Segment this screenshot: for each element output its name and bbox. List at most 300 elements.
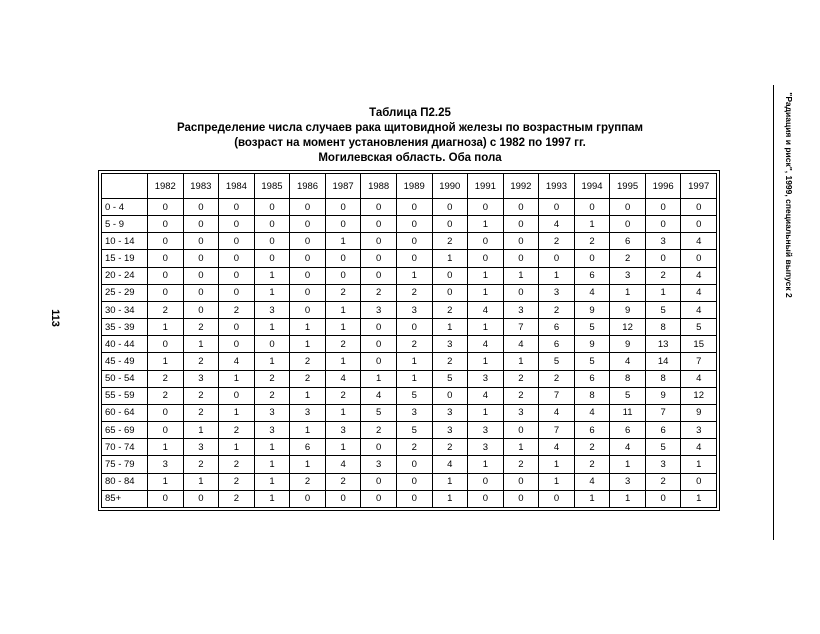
case-count-cell: 0: [468, 233, 504, 250]
case-count-cell: 2: [183, 404, 219, 421]
case-count-cell: 0: [681, 216, 717, 233]
case-count-cell: 5: [361, 404, 397, 421]
case-count-cell: 0: [468, 199, 504, 216]
case-count-cell: 2: [290, 370, 326, 387]
case-count-cell: 1: [396, 267, 432, 284]
case-count-cell: 15: [681, 336, 717, 353]
case-count-cell: 1: [148, 353, 184, 370]
case-count-cell: 4: [681, 301, 717, 318]
case-count-cell: 6: [645, 422, 681, 439]
age-group-cell: 35 - 39: [102, 319, 148, 336]
case-count-cell: 4: [468, 336, 504, 353]
case-count-cell: 2: [183, 456, 219, 473]
case-count-cell: 2: [574, 233, 610, 250]
age-group-cell: 60 - 64: [102, 404, 148, 421]
case-count-cell: 1: [254, 439, 290, 456]
case-count-cell: 1: [681, 490, 717, 507]
case-count-cell: 0: [361, 353, 397, 370]
case-count-cell: 2: [574, 439, 610, 456]
case-count-cell: 7: [503, 319, 539, 336]
case-count-cell: 9: [610, 336, 646, 353]
case-count-cell: 0: [681, 473, 717, 490]
year-header: 1985: [254, 174, 290, 199]
case-count-cell: 2: [183, 319, 219, 336]
case-count-cell: 2: [539, 301, 575, 318]
case-count-cell: 0: [361, 439, 397, 456]
age-group-cell: 85+: [102, 490, 148, 507]
case-count-cell: 8: [645, 370, 681, 387]
case-count-cell: 0: [503, 216, 539, 233]
case-count-cell: 14: [645, 353, 681, 370]
case-count-cell: 6: [574, 370, 610, 387]
header-row: [102, 174, 717, 199]
case-count-cell: 1: [574, 216, 610, 233]
age-group-cell: 75 - 79: [102, 456, 148, 473]
year-header: 1984: [219, 174, 255, 199]
case-count-cell: 0: [254, 199, 290, 216]
case-count-cell: 1: [468, 456, 504, 473]
case-count-cell: 2: [645, 267, 681, 284]
age-group-cell: 20 - 24: [102, 267, 148, 284]
case-count-cell: 12: [681, 387, 717, 404]
case-count-cell: 0: [254, 336, 290, 353]
case-count-cell: 3: [503, 404, 539, 421]
year-header: 1989: [396, 174, 432, 199]
table-row: [102, 490, 717, 507]
case-count-cell: 1: [432, 490, 468, 507]
case-count-cell: 1: [681, 456, 717, 473]
case-count-cell: 0: [503, 250, 539, 267]
case-count-cell: 8: [645, 319, 681, 336]
table-row: [102, 250, 717, 267]
case-count-cell: 0: [432, 199, 468, 216]
case-count-cell: 2: [503, 456, 539, 473]
case-count-cell: 9: [574, 336, 610, 353]
case-count-cell: 3: [183, 370, 219, 387]
case-count-cell: 6: [574, 422, 610, 439]
case-count-cell: 1: [325, 404, 361, 421]
case-count-cell: 0: [148, 267, 184, 284]
table-row: [102, 439, 717, 456]
case-count-cell: 1: [539, 267, 575, 284]
case-count-cell: 1: [148, 319, 184, 336]
case-count-cell: 0: [290, 199, 326, 216]
case-count-cell: 0: [539, 490, 575, 507]
case-count-cell: 0: [219, 284, 255, 301]
case-count-cell: 0: [290, 267, 326, 284]
case-count-cell: 0: [290, 284, 326, 301]
case-count-cell: 4: [468, 387, 504, 404]
case-count-cell: 1: [183, 473, 219, 490]
case-count-cell: 2: [325, 473, 361, 490]
case-count-cell: 3: [468, 370, 504, 387]
age-group-cell: 25 - 29: [102, 284, 148, 301]
case-count-cell: 3: [432, 422, 468, 439]
year-header: 1995: [610, 174, 646, 199]
case-count-cell: 2: [219, 301, 255, 318]
case-count-cell: 0: [183, 216, 219, 233]
case-count-cell: 0: [503, 422, 539, 439]
case-count-cell: 2: [325, 387, 361, 404]
case-count-cell: 3: [468, 422, 504, 439]
case-count-cell: 2: [325, 336, 361, 353]
case-count-cell: 8: [610, 370, 646, 387]
case-count-cell: 3: [325, 422, 361, 439]
case-count-cell: 9: [610, 301, 646, 318]
case-count-cell: 6: [290, 439, 326, 456]
case-count-cell: 6: [574, 267, 610, 284]
case-count-cell: 0: [219, 216, 255, 233]
case-count-cell: 0: [396, 233, 432, 250]
case-count-cell: 0: [325, 267, 361, 284]
data-table-frame: [98, 170, 720, 511]
case-count-cell: 1: [468, 284, 504, 301]
case-count-cell: 5: [396, 422, 432, 439]
age-group-cell: 50 - 54: [102, 370, 148, 387]
case-count-cell: 2: [219, 456, 255, 473]
case-count-cell: 0: [361, 319, 397, 336]
case-count-cell: 4: [361, 387, 397, 404]
case-count-cell: 4: [325, 370, 361, 387]
case-count-cell: 4: [681, 233, 717, 250]
case-count-cell: 0: [645, 490, 681, 507]
case-count-cell: 3: [290, 404, 326, 421]
case-count-cell: 0: [254, 233, 290, 250]
age-group-cell: 45 - 49: [102, 353, 148, 370]
case-count-cell: 1: [468, 404, 504, 421]
case-count-cell: 0: [148, 336, 184, 353]
case-count-cell: 3: [148, 456, 184, 473]
case-count-cell: 12: [610, 319, 646, 336]
case-count-cell: 1: [254, 267, 290, 284]
case-count-cell: 2: [325, 284, 361, 301]
case-count-cell: 0: [681, 199, 717, 216]
table-subtitle: (возраст на момент установления диагноза) с 1982 по 1997 гг.: [234, 137, 586, 149]
case-count-cell: 2: [148, 387, 184, 404]
case-count-cell: 5: [645, 439, 681, 456]
case-count-cell: 1: [254, 490, 290, 507]
case-count-cell: 0: [468, 490, 504, 507]
case-count-cell: 0: [219, 267, 255, 284]
case-count-cell: 7: [645, 404, 681, 421]
case-count-cell: 1: [325, 301, 361, 318]
case-count-cell: 0: [396, 319, 432, 336]
case-count-cell: 0: [396, 490, 432, 507]
case-count-cell: 1: [503, 439, 539, 456]
case-count-cell: 4: [681, 284, 717, 301]
case-count-cell: 1: [325, 439, 361, 456]
case-count-cell: 0: [183, 233, 219, 250]
case-count-cell: 1: [254, 319, 290, 336]
case-count-cell: 4: [610, 353, 646, 370]
case-count-cell: 3: [468, 439, 504, 456]
case-count-cell: 5: [574, 353, 610, 370]
case-count-cell: 1: [503, 267, 539, 284]
case-count-cell: 0: [183, 199, 219, 216]
case-count-cell: 0: [645, 199, 681, 216]
case-count-cell: 0: [396, 456, 432, 473]
case-count-cell: 4: [574, 473, 610, 490]
year-header: 1982: [148, 174, 184, 199]
table-region: Могилевская область. Оба пола: [318, 152, 502, 164]
case-count-cell: 2: [396, 439, 432, 456]
year-header: 1983: [183, 174, 219, 199]
case-count-cell: 2: [432, 353, 468, 370]
case-count-cell: 2: [503, 370, 539, 387]
case-count-cell: 2: [183, 353, 219, 370]
age-group-cell: 55 - 59: [102, 387, 148, 404]
case-count-cell: 1: [610, 284, 646, 301]
case-count-cell: 0: [574, 250, 610, 267]
case-count-cell: 0: [503, 199, 539, 216]
case-count-cell: 4: [681, 370, 717, 387]
case-count-cell: 0: [361, 250, 397, 267]
case-count-cell: 4: [539, 216, 575, 233]
case-count-cell: 4: [681, 439, 717, 456]
case-count-cell: 0: [219, 233, 255, 250]
case-count-cell: 0: [290, 216, 326, 233]
case-count-cell: 0: [254, 250, 290, 267]
case-count-cell: 4: [432, 456, 468, 473]
case-count-cell: 5: [645, 301, 681, 318]
case-count-cell: 0: [432, 387, 468, 404]
case-count-cell: 4: [503, 336, 539, 353]
case-count-cell: 0: [148, 490, 184, 507]
case-count-cell: 3: [645, 456, 681, 473]
case-count-cell: 0: [219, 250, 255, 267]
age-group-cell: 70 - 74: [102, 439, 148, 456]
case-count-cell: 0: [396, 250, 432, 267]
case-count-cell: 4: [610, 439, 646, 456]
case-count-cell: 1: [148, 473, 184, 490]
table-row: [102, 267, 717, 284]
case-count-cell: 3: [432, 404, 468, 421]
table-row: [102, 233, 717, 250]
case-count-cell: 0: [361, 473, 397, 490]
case-count-cell: 4: [539, 439, 575, 456]
case-count-cell: 4: [219, 353, 255, 370]
case-count-cell: 1: [254, 473, 290, 490]
case-count-cell: 0: [432, 267, 468, 284]
table-row: [102, 422, 717, 439]
case-count-cell: 1: [432, 473, 468, 490]
table-row: [102, 353, 717, 370]
case-count-cell: 1: [361, 370, 397, 387]
case-count-cell: 0: [361, 199, 397, 216]
case-count-cell: 0: [503, 233, 539, 250]
corner-cell: [102, 174, 148, 199]
table-row: [102, 473, 717, 490]
case-count-cell: 6: [610, 422, 646, 439]
case-count-cell: 3: [396, 301, 432, 318]
table-row: [102, 336, 717, 353]
case-count-cell: 1: [645, 284, 681, 301]
case-count-cell: 0: [645, 216, 681, 233]
case-count-cell: 7: [539, 422, 575, 439]
case-count-cell: 0: [610, 199, 646, 216]
case-count-cell: 1: [539, 456, 575, 473]
case-count-cell: 1: [148, 439, 184, 456]
case-count-cell: 0: [396, 473, 432, 490]
case-count-cell: 4: [574, 404, 610, 421]
case-count-cell: 2: [574, 456, 610, 473]
case-count-cell: 0: [610, 216, 646, 233]
case-count-cell: 1: [254, 284, 290, 301]
case-count-cell: 1: [468, 353, 504, 370]
table-row: [102, 319, 717, 336]
case-count-cell: 0: [219, 319, 255, 336]
case-count-cell: 1: [290, 319, 326, 336]
case-count-cell: 13: [645, 336, 681, 353]
year-header: 1994: [574, 174, 610, 199]
case-count-cell: 5: [681, 319, 717, 336]
age-group-cell: 65 - 69: [102, 422, 148, 439]
case-count-cell: 1: [290, 336, 326, 353]
case-count-cell: 0: [574, 199, 610, 216]
case-count-cell: 2: [396, 336, 432, 353]
case-count-cell: 3: [432, 336, 468, 353]
case-count-cell: 2: [361, 284, 397, 301]
case-count-cell: 5: [574, 319, 610, 336]
case-count-cell: 0: [396, 199, 432, 216]
case-count-cell: 1: [610, 456, 646, 473]
case-count-cell: 0: [148, 284, 184, 301]
case-count-cell: 2: [254, 370, 290, 387]
case-count-cell: 7: [681, 353, 717, 370]
case-count-cell: 3: [681, 422, 717, 439]
case-count-cell: 2: [219, 422, 255, 439]
case-count-cell: 3: [361, 456, 397, 473]
case-count-cell: 0: [254, 216, 290, 233]
case-count-cell: 5: [432, 370, 468, 387]
case-count-cell: 0: [681, 250, 717, 267]
data-table: [101, 173, 717, 508]
case-count-cell: 2: [290, 473, 326, 490]
case-count-cell: 5: [396, 387, 432, 404]
case-count-cell: 11: [610, 404, 646, 421]
case-count-cell: 1: [219, 370, 255, 387]
age-group-cell: 80 - 84: [102, 473, 148, 490]
case-count-cell: 1: [396, 353, 432, 370]
case-count-cell: 9: [574, 301, 610, 318]
case-count-cell: 0: [396, 216, 432, 233]
case-count-cell: 2: [539, 233, 575, 250]
table-row: [102, 216, 717, 233]
case-count-cell: 5: [610, 387, 646, 404]
table-row: [102, 370, 717, 387]
case-count-cell: 0: [219, 387, 255, 404]
case-count-cell: 0: [148, 250, 184, 267]
running-header: "Радиация и риск", 1999, специальный выпуск 2: [784, 92, 794, 298]
case-count-cell: 0: [148, 199, 184, 216]
case-count-cell: 4: [468, 301, 504, 318]
case-count-cell: 0: [539, 250, 575, 267]
case-count-cell: 1: [290, 387, 326, 404]
case-count-cell: 2: [503, 387, 539, 404]
case-count-cell: 1: [325, 233, 361, 250]
case-count-cell: 2: [432, 439, 468, 456]
table-row: [102, 404, 717, 421]
case-count-cell: 4: [539, 404, 575, 421]
year-header: 1993: [539, 174, 575, 199]
table-caption: [100, 106, 720, 166]
case-count-cell: 3: [610, 267, 646, 284]
case-count-cell: 0: [183, 301, 219, 318]
table-row: [102, 387, 717, 404]
case-count-cell: 2: [432, 301, 468, 318]
year-header: 1990: [432, 174, 468, 199]
case-count-cell: 1: [539, 473, 575, 490]
case-count-cell: 4: [574, 284, 610, 301]
case-count-cell: 3: [254, 301, 290, 318]
case-count-cell: 2: [254, 387, 290, 404]
case-count-cell: 0: [219, 199, 255, 216]
case-count-cell: 2: [219, 490, 255, 507]
case-count-cell: 0: [183, 250, 219, 267]
case-count-cell: 0: [183, 490, 219, 507]
year-header: 1992: [503, 174, 539, 199]
case-count-cell: 1: [290, 456, 326, 473]
case-count-cell: 0: [361, 490, 397, 507]
case-count-cell: 0: [432, 216, 468, 233]
year-header: 1997: [681, 174, 717, 199]
table-row: [102, 301, 717, 318]
case-count-cell: 1: [610, 490, 646, 507]
case-count-cell: 1: [325, 353, 361, 370]
year-header: 1988: [361, 174, 397, 199]
case-count-cell: 0: [361, 233, 397, 250]
case-count-cell: 0: [432, 284, 468, 301]
case-count-cell: 0: [148, 233, 184, 250]
case-count-cell: 1: [325, 319, 361, 336]
case-count-cell: 0: [290, 301, 326, 318]
case-count-cell: 1: [503, 353, 539, 370]
case-count-cell: 0: [361, 216, 397, 233]
case-count-cell: 0: [148, 404, 184, 421]
age-group-cell: 15 - 19: [102, 250, 148, 267]
case-count-cell: 1: [432, 250, 468, 267]
case-count-cell: 2: [610, 250, 646, 267]
case-count-cell: 1: [468, 216, 504, 233]
table-row: [102, 199, 717, 216]
case-count-cell: 1: [290, 422, 326, 439]
case-count-cell: 1: [254, 353, 290, 370]
margin-rule: [773, 85, 774, 540]
case-count-cell: 2: [396, 284, 432, 301]
table-row: [102, 284, 717, 301]
case-count-cell: 8: [574, 387, 610, 404]
case-count-cell: 0: [183, 267, 219, 284]
case-count-cell: 2: [219, 473, 255, 490]
case-count-cell: 2: [432, 233, 468, 250]
case-count-cell: 3: [254, 422, 290, 439]
case-count-cell: 2: [183, 387, 219, 404]
age-group-cell: 5 - 9: [102, 216, 148, 233]
case-count-cell: 1: [396, 370, 432, 387]
case-count-cell: 1: [254, 456, 290, 473]
case-count-cell: 0: [325, 199, 361, 216]
table-body: [102, 199, 717, 508]
case-count-cell: 9: [645, 387, 681, 404]
year-header: 1996: [645, 174, 681, 199]
table-row: [102, 456, 717, 473]
age-group-cell: 30 - 34: [102, 301, 148, 318]
case-count-cell: 3: [503, 301, 539, 318]
case-count-cell: 1: [183, 336, 219, 353]
case-count-cell: 0: [468, 250, 504, 267]
case-count-cell: 4: [681, 267, 717, 284]
case-count-cell: 2: [539, 370, 575, 387]
